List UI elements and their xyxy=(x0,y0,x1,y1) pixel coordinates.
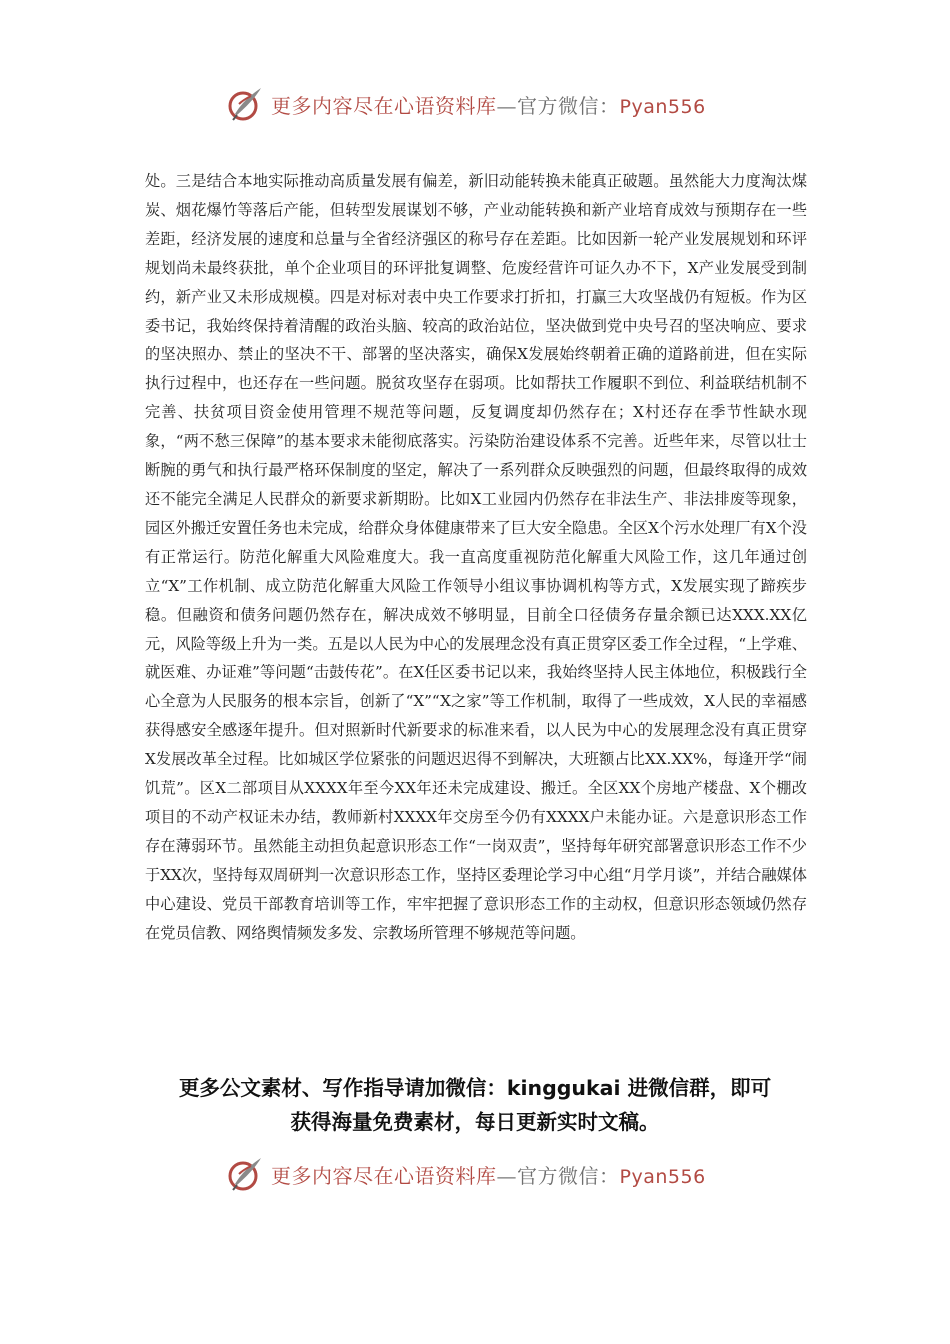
banner-separator: — xyxy=(496,93,517,118)
quill-logo-icon xyxy=(225,84,265,124)
body-paragraph: 处。三是结合本地实际推动高质量发展有偏差，新旧动能转换未能真正破题。虽然能大力度淘汰煤炭、烟花爆竹等落后产能，但转型发展谋划不够，产业动能转换和新产业培育成效与预期存在一些差距，经济发展的速度和总量与全省经济强区的称号存在差距。比如因新一轮产业发展规划和环评规划尚未最终获批，单个企业项目的环评批复调整、危废经营许可证久办不下，X产业发展受到制约，新产业又未形成规模。四是对标对表中央工作要求打折扣，打赢三大攻坚战仍有短板。作为区委书记，我始终保持着清醒的政治头脑、较高的政治站位，坚决做到党中央号召的坚决响应、要求的坚决照办、禁止的坚决不干、部署的坚决落实，确保X发展始终朝着正确的道路前进，但在实际执行过程中，也还存在一些问题。脱贫攻坚存在弱项。比如帮扶工作履职不到位、利益联结机制不完善、扶贫项目资金使用管理不规范等问题，反复调度却仍然存在；X村还存在季节性缺水现象，“两不愁三保障”的基本要求未能彻底落实。污染防治建设体系不完善。近些年来，尽管以壮士断腕的勇气和执行最严格环保制度的坚定，解决了一系列群众反映强烈的问题，但最终取得的成效还不能完全满足人民群众的新要求新期盼。比如X工业园内仍然存在非法生产、非法排废等现象，园区外搬迁安置任务也未完成，给群众身体健康带来了巨大安全隐患。全区X个污水处理厂有X个没有正常运行。防范化解重大风险难度大。我一直高度重视防范化解重大风险工作，这几年通过创立“X”工作机制、成立防范化解重大风险工作领导小组议事协调机构等方式，X发展实现了蹄疾步稳。但融资和债务问题仍然存在，解决成效不够明显，目前全口径债务存量余额已达XXX.XX亿元，风险等级上升为一类。五是以人民为中心的发展理念没有真正贯穿区委工作全过程，“上学难、就医难、办证难”等问题“击鼓传花”。在X任区委书记以来，我始终坚持人民主体地位，积极践行全心全意为人民服务的根本宗旨，创新了“X”“X之家”等工作机制，取得了一些成效，X人民的幸福感获得感安全感逐年提升。但对照新时代新要求的标准来看，以人民为中心的发展理念没有真正贯穿X发展改革全过程。比如城区学位紧张的问题迟迟得不到解决，大班额占比XX.XX%，每逢开学“闹饥荒”。区X二部项目从XXXX年至今XX年还未完成建设、搬迁。全区XX个房地产楼盘、X个棚改项目的不动产权证未办结，教师新村XXXX年交房至今仍有XXXX户未能办证。六是意识形态工作存在薄弱环节。虽然能主动担负起意识形态工作“一岗双责”，坚持每年研究部署意识形态工作不少于XX次，坚持每双周研判一次意识形态工作，坚持区委理论学习中心组“月学月谈”，并结合融媒体中心建设、党员干部教育培训等工作，牢牢把握了意识形态工作的主动权，但意识形态领域仍然存在党员信教、网络舆情频发多发、宗教场所管理不够规范等问题。 xyxy=(145,172,807,942)
banner-slogan: 更多内容尽在心语资料库 xyxy=(271,1163,497,1188)
banner-separator: — xyxy=(496,1163,517,1188)
promo-line-1: 更多公文素材、写作指导请加微信：kinggukai 进微信群，即可 xyxy=(178,1076,772,1100)
banner-official-label: 官方微信： xyxy=(517,93,620,118)
footer-banner xyxy=(225,1152,725,1196)
promo-notice xyxy=(130,1071,820,1139)
banner-official-label: 官方微信： xyxy=(517,1163,620,1188)
banner-wechat-id: Pyan556 xyxy=(619,1165,706,1188)
promo-line-2: 获得海量免费素材，每日更新实时文稿。 xyxy=(290,1110,660,1134)
quill-logo-icon xyxy=(225,1154,265,1194)
banner-wechat-id: Pyan556 xyxy=(619,95,706,118)
header-banner xyxy=(225,82,725,126)
banner-slogan: 更多内容尽在心语资料库 xyxy=(271,93,497,118)
banner-text xyxy=(271,1160,706,1189)
banner-text xyxy=(271,90,706,119)
